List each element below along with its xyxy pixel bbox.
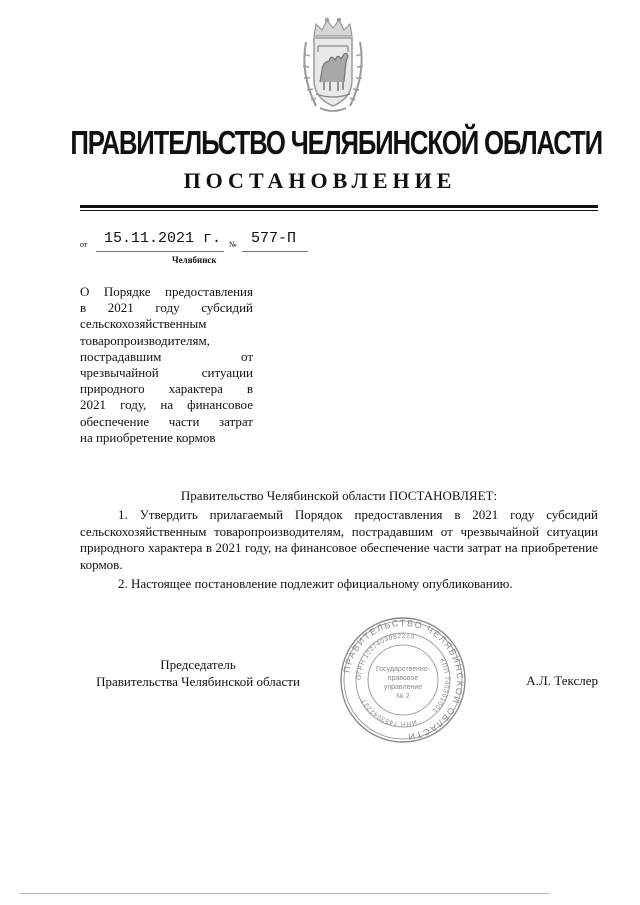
coat-of-arms-icon [296,14,370,118]
signer-position-line1: Председатель [160,657,236,672]
resolution-preamble: Правительство Челябинской области ПОСТАНОВЛЯЕТ: [180,488,498,503]
seal-inn: ИНН 7453042227 [360,697,418,728]
date-from-label: от [80,240,88,249]
document-type: ПОСТАНОВЛЕНИЕ [183,168,457,193]
resolution-item-1: 1. Утвердить прилагаемый Порядок предоставления в 2021 году субсидий сельскохозяйственным товаропроизводителям, пострадавшим от чрезвычайной ситуации природного характера в 2021 году, на финансовое обеспечение части затрат на приобретение кормов. [80,507,598,572]
seal-ogrn: ОГРН 1027403882210 [355,632,416,681]
signer-name: А.Л. Текслер [526,673,598,688]
seal-center-line1: Государственно- [375,666,431,673]
subject-line: в 2021 году субсидий [80,300,253,316]
seal-outer-text: ПРАВИТЕЛЬСТВО ЧЕЛЯБИНСКОЙ ОБЛАСТИ [341,617,466,742]
government-title: ПРАВИТЕЛЬСТВО ЧЕЛЯБИНСКОЙ ОБЛАСТИ [70,124,602,161]
subject-line: на приобретение кормов [80,429,216,445]
svg-text:КПП 745301001 [430,658,450,715]
number-label: № [229,240,237,249]
subject-line: сельскохозяйственным [80,316,207,332]
subject-line: О Порядке предоставления [80,284,253,299]
seal-kpp: КПП 745301001 [430,657,451,715]
seal-center-line4: № 2 [396,693,410,700]
date-underline [96,251,224,252]
subject-line: чрезвычайной ситуации [80,365,253,381]
resolution-item-2: 2. Настоящее постановление подлежит официальному опубликованию. [118,576,513,591]
number-underline [242,251,308,252]
document-city: Челябинск [172,255,217,265]
bottom-scan-line [20,893,550,894]
document-number: 577-П [251,230,297,247]
subject-line: природного характера в [80,381,253,397]
header-rule-thick [80,205,598,208]
subject-line: товаропроизводителям, [80,332,210,348]
subject-line: 2021 году, на финансовое [80,397,253,413]
subject-line: пострадавшим от [80,348,253,364]
seal-center-line3: управление [383,684,423,691]
document-date: 15.11.2021 г. [104,230,222,247]
document-subject [80,284,253,446]
signer-position-line2: Правительства Челябинской области [96,674,300,689]
subject-line: обеспечение части затрат [80,413,253,429]
official-seal-icon [338,615,468,745]
header-rule-thin [80,210,598,211]
signer-position [80,656,316,690]
seal-center-line2: правовое [387,675,419,682]
